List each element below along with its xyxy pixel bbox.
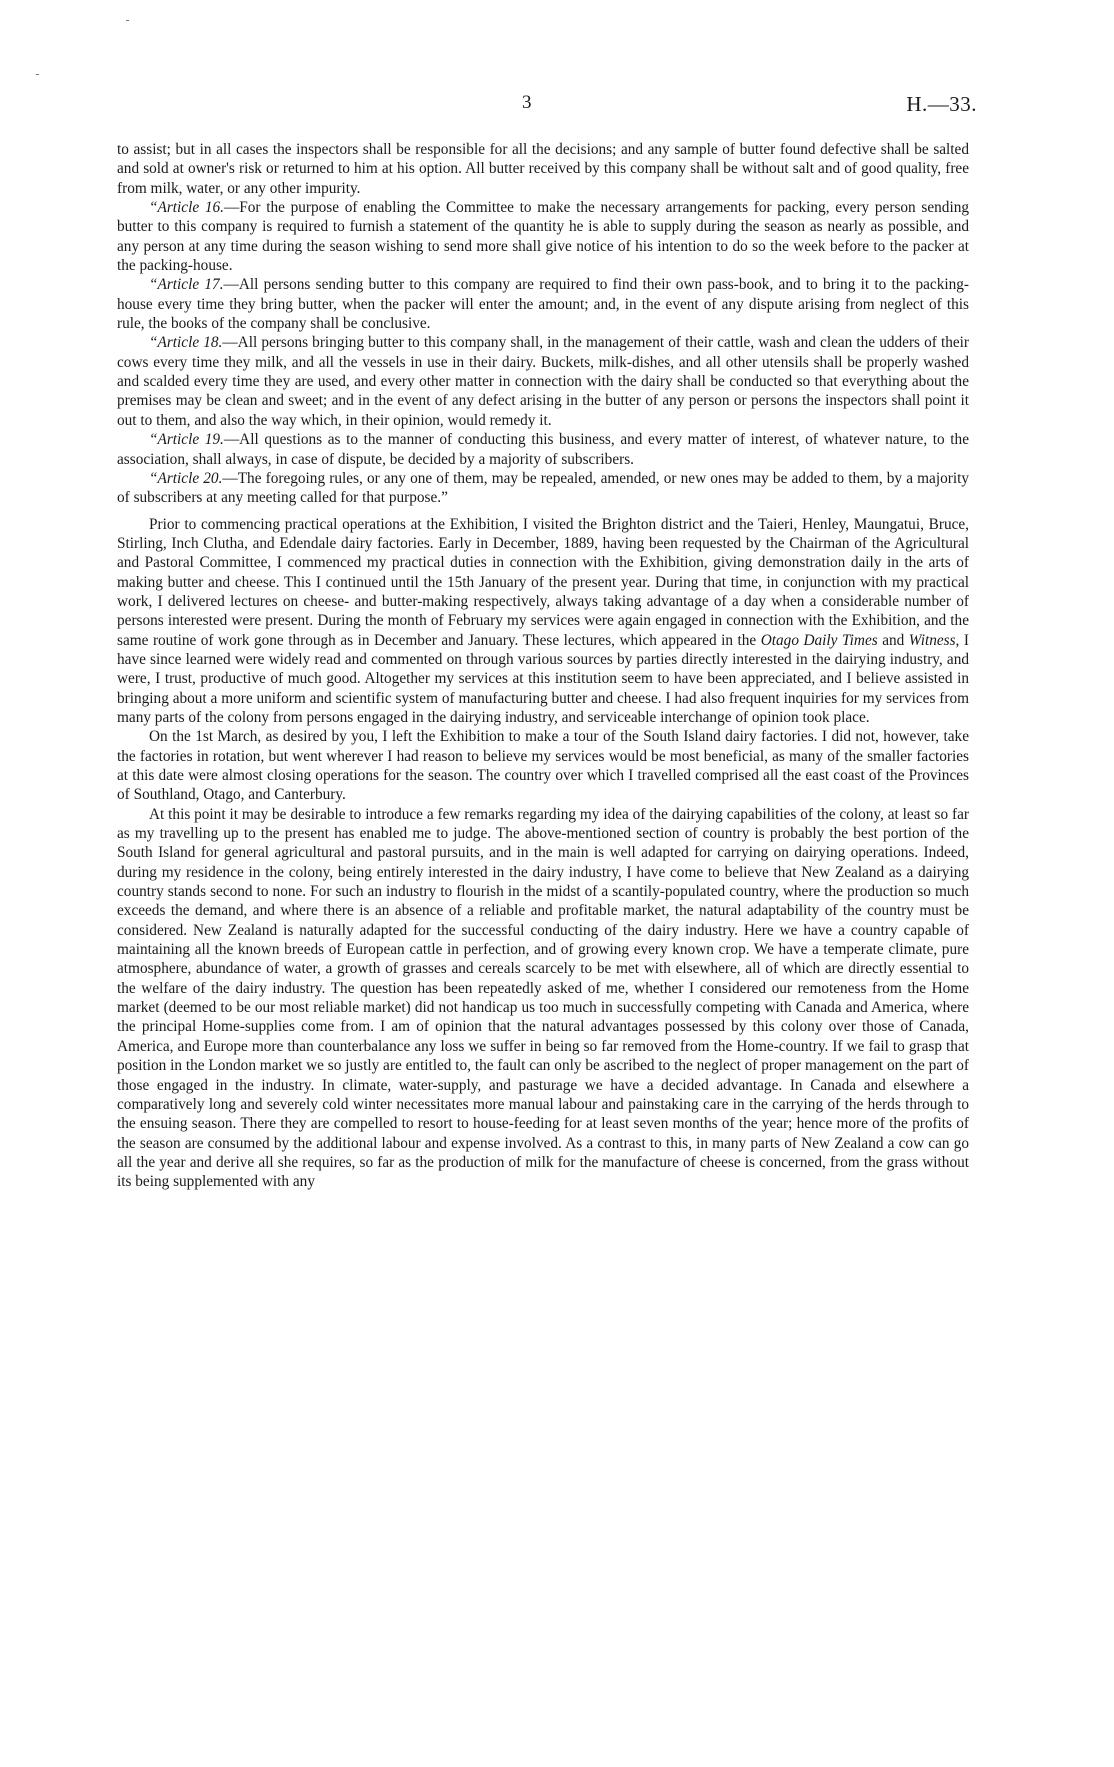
scan-mark — [36, 74, 39, 75]
page-number: 3 — [522, 92, 532, 113]
article-19 — [117, 430, 969, 469]
page-header — [117, 92, 977, 122]
paragraph-text: Prior to commencing practical operations at the Exhibition, I visited the Brighton district and the Taieri, Henley, Maungatui, Bruce, Stirling, Inch Clutha, and Edendale dairy factories. Early in December, 1889, having been requested by the Chairman of the Agricultural and Pastoral Committee, I commenced my practical duties in connection with the Exhibition, giving demonstration daily in the arts of making butter and cheese. This I continued until the 15th January of the present year. During that time, in conjunction with my practical work, I delivered lectures on cheese- and butter-making respectively, always taking advantage of a day when a considerable number of persons interested were present. During the month of February my services were again engaged in connection with the Exhibition, and the same routine of work gone through as in December and January. These lectures, which appeared in the — [117, 515, 969, 649]
document-reference: H.—33. — [906, 92, 977, 116]
paragraph-text: and — [877, 631, 909, 649]
paragraph-capabilities: At this point it may be desirable to introduce a few remarks regarding my idea of the dairying capabilities of the colony, at least so far as my travelling up to the present has enabled me to judge. The above-mentioned section of country is probably the best portion of the South Island for general agricultural and pastoral pursuits, and in the main is well adapted for carrying on dairying operations. Indeed, during my residence in the colony, being entirely interested in the dairy industry, I have come to believe that New Zealand as a dairying country stands second to none. For such an industry to flourish in the midst of a scantily-populated country, where the production so much exceeds the demand, and where there is an absence of a reliable and profitable market, the natural adaptability of the country must be considered. New Zealand is naturally adapted for the successful conducting of the dairy industry. Here we have a country capable of maintaining all the known breeds of European cattle in perfection, and of growing every known crop. We have a temperate climate, pure atmosphere, abundance of water, a growth of grasses and cereals scarcely to be met with elsewhere, all of which are directly essential to the welfare of the dairy industry. The question has been repeatedly asked of me, whether I considered our remoteness from the Home market (deemed to be our most reliable market) did not handicap us too much in successfully competing with Canada and America, where the principal Home-supplies come from. I am of opinion that the natural advantages possessed by this colony over those of Canada, America, and Europe more than counterbalance any loss we suffer in being so far removed from the Home-country. If we fail to grasp that position in the London market we so justly are entitled to, the fault can only be ascribed to the neglect of proper management on the part of those engaged in the industry. In climate, water-supply, and pasturage we have a decided advantage. In Canada and elsewhere a comparatively long and severely cold winter necessitates more manual labour and painstaking care in the carrying of the herds through to the ensuing season. There they are compelled to resort to house-feeding for at least seven months of the year; hence more of the profits of the season are consumed by the additional labour and expense involved. As a contrast to this, in many parts of New Zealand a cow can go all the year and derive all she requires, so far as the production of milk for the manufacture of cheese is concerned, from the grass without its being supplemented with any — [117, 805, 969, 1191]
article-label: “Article 16. — [149, 199, 224, 217]
article-text: —The foregoing rules, or any one of them, may be repealed, amended, or new ones may be added to them, by a majority of subscribers at any meeting called for that purpose.” — [117, 469, 969, 507]
paragraph-exhibition — [117, 515, 969, 728]
body-text — [117, 140, 969, 1192]
article-text: —All persons bringing butter to this company shall, in the management of their cattle, wash and clean the udders of their cows every time they milk, and all the vessels in use in their dairy. Buckets, milk-dishes, and all other utensils shall be properly washed and scalded every time they are used, and every other matter in connection with the dairy shall be conducted so that everything about the premises may be clean and sweet; and in the event of any defect arising in the butter of any person or persons the inspectors shall point it out to them, and also the way which, in their opinion, would remedy it. — [117, 334, 969, 429]
article-20 — [117, 469, 969, 508]
article-label: “Article 20. — [149, 469, 223, 487]
article-text: —All questions as to the manner of conducting this business, and every matter of interest, of whatever nature, to the association, shall always, in case of dispute, be decided by a majority of subscribers. — [117, 431, 969, 468]
paragraph-text: , I have since learned were widely read and commented on through various sources by parties directly interested in the dairying industry, and were, I trust, productive of much good. Altogether my services at this institution seem to have been appreciated, and I believe assisted in bringing about a more uniform and scientific system of manufacturing butter and cheese. I had also frequent inquiries for my services from many parts of the colony from persons engaged in the dairying industry, and serviceable interchange of opinion took place. — [117, 631, 969, 726]
article-label: “Article 17. — [149, 276, 224, 294]
article-label: “Article 18. — [149, 334, 223, 352]
paragraph-tour: On the 1st March, as desired by you, I left the Exhibition to make a tour of the South Island dairy factories. I did not, however, take the factories in rotation, but went wherever I had reason to believe my services would be most beneficial, as many of the smaller factories at this date were almost closing operations for the season. The country over which I travelled comprised all the east coast of the Provinces of Southland, Otago, and Canterbury. — [117, 728, 969, 804]
article-18 — [117, 333, 969, 430]
paragraph-continuation: to assist; but in all cases the inspectors shall be responsible for all the decisions; and any sample of butter found defective shall be salted and sold at owner's risk or returned to him at his option. All butter received by this company shall be without salt and of good quality, free from milk, water, or any other impurity. — [117, 141, 969, 197]
newspaper-title: Witness — [908, 631, 956, 649]
article-label: “Article 19. — [149, 431, 224, 449]
newspaper-title: Otago Daily Times — [760, 631, 878, 649]
article-text: —For the purpose of enabling the Committee to make the necessary arrangements for packing, every person sending butter to this company is required to furnish a statement of the quantity he is able to supply during the season as nearly as possible, and any person at any time during the season wishing to send more shall give notice of his intention to do so the week before to the packer at the packing-house. — [117, 199, 969, 275]
article-16 — [117, 198, 969, 275]
article-17 — [117, 275, 969, 333]
article-text: —All persons sending butter to this company are required to find their own pass-book, and to bring it to the packing-house every time they bring butter, when the packer will enter the amount; and, in the event of any dispute arising from neglect of this rule, the books of the company shall be conclusive. — [117, 276, 969, 333]
scan-mark — [126, 20, 129, 21]
